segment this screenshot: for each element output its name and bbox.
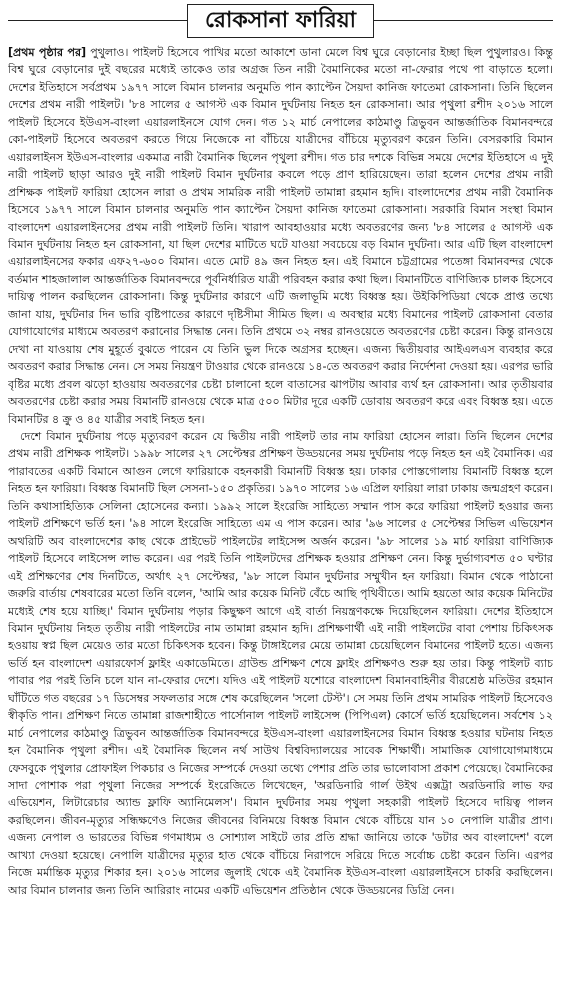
article-paragraph-2	[8, 428, 553, 899]
headline-rule-left	[8, 20, 187, 21]
headline-rule-right	[374, 20, 553, 21]
article-paragraph-1	[8, 44, 553, 428]
article-body	[8, 44, 553, 1000]
paragraph-text: পুথুলাও। পাইলট হিসেবে পাখির মতো আকাশে ডানা মেলে বিশ্ব ঘুরে বেড়ানোর ইচ্ছা ছিল পুথুলারও। কিন্তু বিশ্ব ঘুরে বেড়ানোর দুই বছরের মধ্যেই তাকেও তার অগ্রজ তিন নারী বৈমানিকের মতো না-ফেরার পথে পা বাড়াতে হলো। দেশের ইতিহাসে সর্বপ্রথম ১৯৭৭ সালে বিমান চালনার অনুমতি পান ক্যাপ্টেন সৈয়দা কানিজ ফাতেমা রোকসানা। তিনি ছিলেন দেশের প্রথম নারী পাইলট। '৮৪ সালের ৫ আগস্ট এক বিমান দুর্ঘটনায় নিহত হন রোকসানা। আর পৃথুলা রশীদ ২০১৬ সালে পাইলট হিসেবে ইউএস-বাংলা এয়ারলাইনসে যোগ দেন। গত ১২ মার্চ নেপালের কাঠমাণ্ডু ত্রিভুবন আন্তর্জাতিক বিমানবন্দরে কো-পাইলট হিসেবে অবতরণ করতে গিয়ে নিজেকে না বাঁচিয়ে যাত্রীদের বাঁচিয়ে মৃত্যুবরণ করেন তিনি। বেসরকারি বিমান এয়ারলাইনস ইউএস-বাংলার একমাত্র নারী বৈমানিক ছিলেন পৃথুলা রশীদ। গত চার দশকে বিভিন্ন সময়ে দেশের ইতিহাসে এ দুই নারী পাইলট ছাড়া আরও দুই নারী পাইলট বিমান দুর্ঘটনার কবলে পড়ে প্রাণ হারিয়েছেন। তারা হলেন দেশের প্রথম নারী প্রশিক্ষক পাইলট ফারিয়া হোসেন লারা ও প্রথম সামরিক নারী পাইলট তামান্না রহমান হৃদি। বাংলাদেশের প্রথম নারী বৈমানিক হিসেবে ১৯৭৭ সালে বিমান চালনার অনুমতি পান ক্যাপ্টেন সৈয়দা কানিজ ফাতেমা রোকসানা। সরকারি বিমান সংস্থা বিমান বাংলাদেশ এয়ারলাইনসের প্রথম নারী পাইলট তিনি। খারাপ আবহাওয়ার মধ্যে অবতরণের জন্য '৮৪ সালের ৫ আগস্ট এক বিমান দুর্ঘটনায় নিহত হন রোকসানা, যা ছিল দেশের মাটিতে ঘটে যাওয়া সবচেয়ে বড় বিমান দুর্ঘটনা। আর এটি ছিল বাংলাদেশ এয়ারলাইনসের ফকার এফ২৭-৬০০ বিমান। এতে মোট ৪৯ জন নিহত হন। এই বিমানে চট্টগ্রামের পতেঙ্গা বিমানবন্দর থেকে বর্তমান শাহজালাল আন্তর্জাতিক বিমানবন্দরে পূর্বনির্ধারিত যাত্রী পরিবহন করার কথা ছিল। বিমানটিতে বাণিজ্যিক চালক হিসেবে দায়িত্ব পালন করছিলেন রোকসানা। কিন্তু দুর্ঘটনার কারণে এটি জলাভূমি মধ্যে বিধ্বস্ত হয়। উইকিপিডিয়া থেকে প্রাপ্ত তথ্যে জানা যায়, দুর্ঘটনার দিন ভারি বৃষ্টিপাতের কারণে দৃষ্টিসীমা সীমিত ছিল। এ অবস্থার মধ্যে বিমানের পাইলট রোকসানা বেতার যোগাযোগের মাধ্যমে অবতরণ করানোর সিদ্ধান্ত নেন। তিনি প্রথমে ৩২ নম্বর রানওয়েতে অবতরণের চেষ্টা করেন। কিন্তু রানওয়ে দেখা না যাওয়ায় শেষ মুহূর্তে বুঝতে পারেন যে তিনি ভুল দিকে অগ্রসর হচ্ছেন। এজন্য দ্বিতীয়বার আইএলএস ব্যবহার করে অবতরণ করার সিদ্ধান্ত নেন। সে সময় নিয়ন্ত্রণ টাওয়ার থেকে রানওয়ে ১৪-তে অবতরণ করার নির্দেশনা দেওয়া হয়। এরপর ভারি বৃষ্টির মধ্যে প্রবল ঝড়ো হাওয়ায় অবতরণের চেষ্টা চালানো হলে বাতাসের ঝাপটায় আবার ব্যর্থ হন রোকসানা। আর তৃতীয়বার অবতরণের চেষ্টা করার সময় বিমানটি রানওয়ে থেকে মাত্র ৫০০ মিটার দূরে একটি ডোবায় অবতরণ করে এবং বিধ্বস্ত হয়। এতে বিমানটির ৪ ক্রু ও ৪৫ যাত্রীর সবাই নিহত হন।	[8, 46, 553, 426]
headline: রোকসানা ফারিয়া	[187, 4, 374, 38]
paragraph-text: দেশে বিমান দুর্ঘটনায় পড়ে মৃত্যুবরণ করেন যে দ্বিতীয় নারী পাইলট তার নাম ফারিয়া হোসেন লারা। তিনি ছিলেন দেশের প্রথম নারী প্রশিক্ষক পাইলট। ১৯৯৮ সালের ২৭ সেপ্টেম্বর প্রশিক্ষণ উড্ডয়নের সময় দুর্ঘটনায় পড়ে নিহত হন এই বৈমানিক। এর পারাবতের একটি বিমানে আগুন লেগে ফারিয়াকে বহনকারী বিমানটি বিধ্বস্ত হয়। ঢাকার পোস্তগোলায় বিমানটি বিধ্বস্ত হলে নিহত হন ফারিয়া। বিধ্বস্ত বিমানটি ছিল সেসনা-১৫০ প্রকৃতির। ১৯৭০ সালের ১৬ এপ্রিল ফারিয়া লারা ঢাকায় জন্মগ্রহণ করেন। তিনি কথাসাহিত্যিক সেলিনা হোসেনের কন্যা। ১৯৯২ সালে ইংরেজি সাহিত্যে সম্মান পাস করে ফারিয়া পাইলট হওয়ার জন্য পাইলট প্রশিক্ষণে ভর্তি হন। '৯৪ সালে ইংরেজি সাহিত্যে এম এ পাস করেন। আর '৯৬ সালের ৫ সেপ্টেম্বর সিভিল এভিয়েশন অথরিটি অব বাংলাদেশের কাছ থেকে প্রাইভেট পাইলটের লাইসেন্স অর্জন করেন। '৯৮ সালের ১৯ মার্চ ফারিয়া বাণিজ্যিক পাইলট হিসেবে লাইসেন্স লাভ করেন। এর পরই তিনি পাইলটদের প্রশিক্ষক হওয়ার প্রশিক্ষণ নেন। কিন্তু দুর্ভাগ্যবশত ৫০ ঘণ্টার এই প্রশিক্ষণের শেষ দিনটিতে, অর্থাৎ ২৭ সেপ্টেম্বর, '৯৮ সালে বিমান দুর্ঘটনার সম্মুখীন হন ফারিয়া। বিমান থেকে পাঠানো জরুরি বার্তায় শেষবারের মতো তিনি বলেন, 'আমি আর কয়েক মিনিট বেঁচে আছি পৃথিবীতে। আমি হয়তো আর কয়েক মিনিটের মধ্যেই শেষ হয়ে যাচ্ছি।' বিমান দুর্ঘটনায় পড়ার কিছুক্ষণ আগে এই বার্তা নিয়ন্ত্রণকক্ষে দিয়েছিলেন ফারিয়া। দেশের ইতিহাসে বিমান দুর্ঘটনায় নিহত তৃতীয় নারী পাইলটের নাম তামান্না রহমান হৃদি। প্রশিক্ষণার্থী এই নারী পাইলটের বাবা পেশায় চিকিৎসক হওয়ায় স্বপ্ন ছিল মেয়েও তার মতো চিকিৎসক হবেন। কিন্তু টাঙ্গাইলের মেয়ে তামান্না চেয়েছিলেন বিমানের পাইলট হতে। এজন্য ভর্তি হন বাংলাদেশ এয়ারফোর্স ফ্লাইং একাডেমিতে। গ্রাউন্ড প্রশিক্ষণ শেষে ফ্লাইং প্রশিক্ষণও শুরু হয় তার। কিন্তু পাইলট ব্যাচ পাবার পর পরই তিনি চলে যান না-ফেরার দেশে। যদিও এই পাইলট যশোরে বাংলাদেশ বিমানবাহিনীর বীরশ্রেষ্ঠ মতিউর রহমান ঘাঁটিতে গত বছরের ১৭ ডিসেম্বর সফলতার সঙ্গে শেষ করেছিলেন 'সলো টেস্ট'। সে সময় তিনি প্রথম সামরিক পাইলট হিসেবেও স্বীকৃতি পান। প্রশিক্ষণ নিতে তামান্না রাজশাহীতে পার্সোনাল পাইলট লাইসেন্স (পিপিএল) কোর্সে ভর্তি হয়েছিলেন। সর্বশেষ ১২ মার্চ নেপালের কাঠমাণ্ডু ত্রিভুবন আন্তর্জাতিক বিমানবন্দরে ইউএস-বাংলা এয়ারলাইনসের বিমান বিধ্বস্ত হওয়ার ঘটনায় নিহত হন বৈমানিক পৃথুলা রশীদ। এই বৈমানিক ছিলেন নর্থ সাউথ বিশ্ববিদ্যালয়ের সাবেক শিক্ষার্থী। সামাজিক যোগাযোগমাধ্যমে ফেসবুকে পৃথুলার প্রোফাইল পিকচার ও নিজের সম্পর্কে দেওয়া তথ্যে পেশার প্রতি তার ভালোবাসা প্রকাশ পেয়েছে। বৈমানিকের সাদা পোশাক পরা পৃথুলা নিজের সম্পর্কে ইংরেজিতে লিখেছেন, 'অরডিনারি গার্ল উইথ এক্সট্রা অরডিনারি লাভ ফর এভিয়েশন, লিটারেচার অ্যান্ড ফ্লাফি অ্যানিমেলস'। বিমান দুর্ঘটনার সময় পৃথুলা সহকারী পাইলট হিসেবে দায়িত্ব পালন করছিলেন। জীবন-মৃত্যুর সন্ধিক্ষণেও নিজের জীবনের বিনিময়ে বিধ্বস্ত বিমান থেকে বাঁচিয়ে যান ১০ নেপালি যাত্রীর প্রাণ। এজন্য নেপাল ও ভারতের বিভিন্ন গণমাধ্যম ও সোশ্যাল সাইটে তার প্রতি শ্রদ্ধা জানিয়ে তাকে 'ডটার অব বাংলাদেশ' বলে আখ্যা দেওয়া হয়েছে। নেপালি যাত্রীদের মৃত্যুর হাত থেকে বাঁচিয়ে নিরাপদে সরিয়ে দিতে সর্বোচ্চ চেষ্টা করেন তিনি। এরপর নিজে মর্মান্তিক মৃত্যুর শিকার হন। ২০১৬ সালের জুলাই থেকে এই বৈমানিক ইউএস-বাংলা এয়ারলাইনসে চাকরি করছিলেন। আর বিমান চালনার জন্য তিনি আরিরাং নামের একটি এভিয়েশন প্রতিষ্ঠান থেকে উড্ডয়নের ডিগ্রি নেন।	[8, 429, 553, 897]
continued-tag: [প্রথম পৃষ্ঠার পর]	[8, 46, 87, 59]
